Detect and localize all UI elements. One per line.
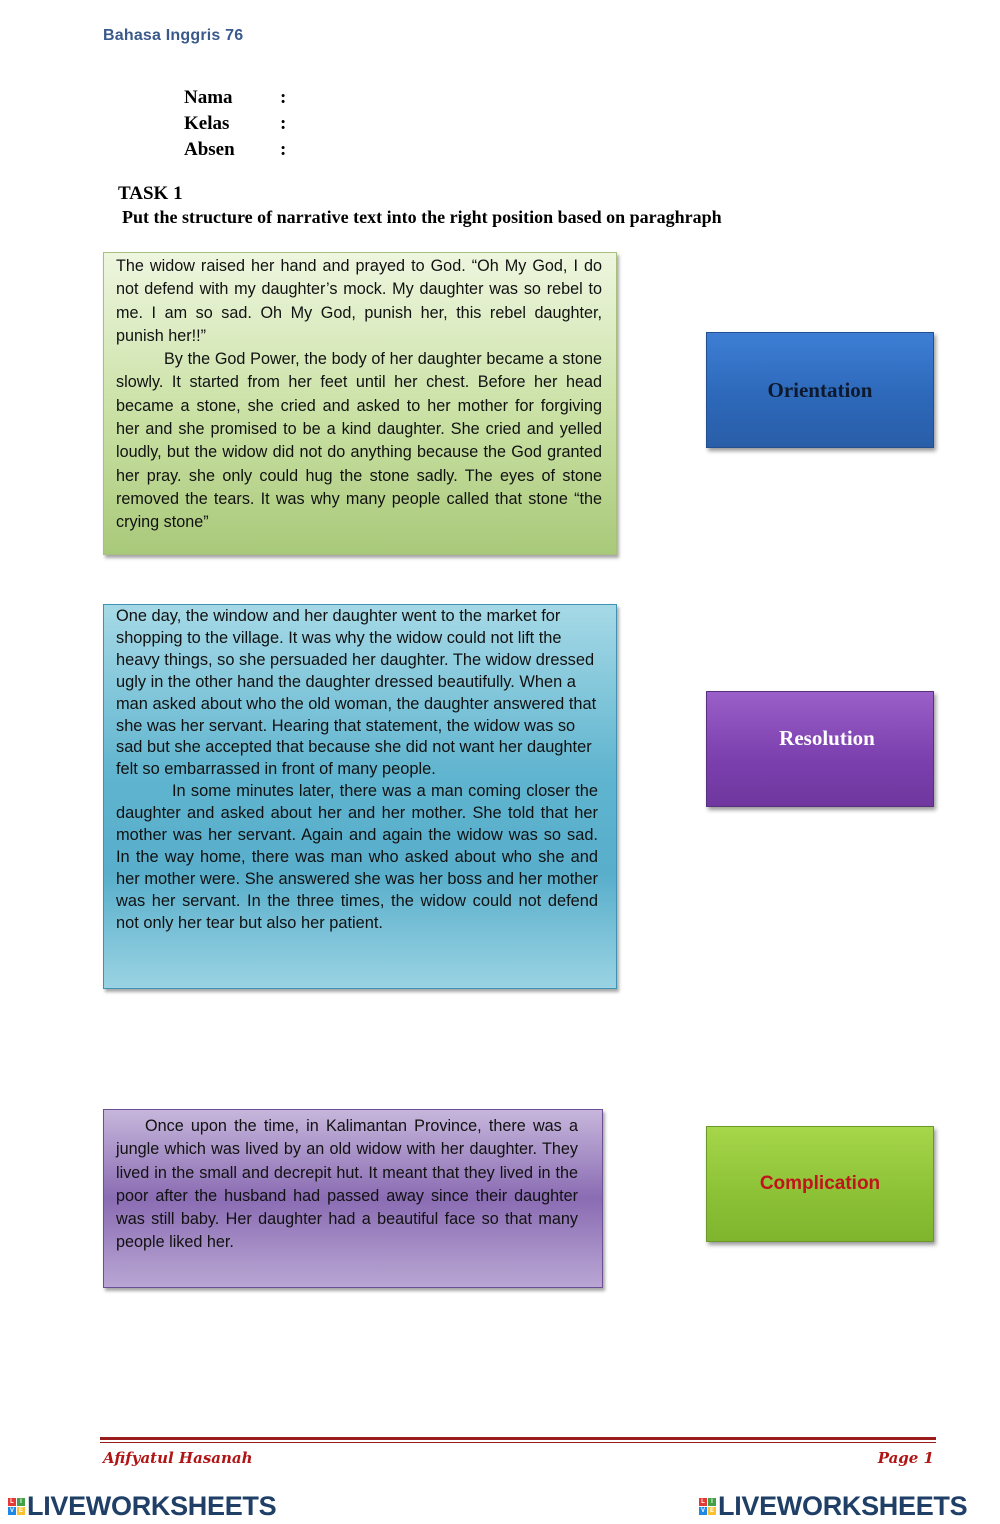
name-label: Nama (184, 87, 233, 108)
resolution-drag-label[interactable]: Resolution (706, 691, 934, 807)
liveworksheets-logo-icon: L I V E (9, 1499, 23, 1514)
green-paragraph-2: By the God Power, the body of her daughter became a stone slowly. It started from her feet until her chest. Before her head became a stone, she cried and asked to her mother for forgiving her and she promised to be a kind daughter. She cried and yelled loudly, but the widow did not do anything because the God granted her pray. she only could hug the stone sadly. The eyes of stone removed the tears. It was why many people called that stone “the crying stone” (116, 350, 602, 532)
attendance-colon: : (280, 139, 287, 160)
task-instruction: Put the structure of narrative text into the right position based on paraghraph (122, 207, 722, 227)
blue-paragraph-2: In some minutes later, there was a man coming closer the daughter and asked about her and her mother. She told that her mother was her servant. Again and again the widow was so sad. In the way home, there was man who asked about who she and her mother were. She answered she was her boss and her mother was her servant. In the three times, the widow could not defend not only her tear but also her patient. (116, 782, 598, 932)
class-row (184, 113, 286, 135)
attendance-row (184, 139, 286, 161)
footer-divider-thin (100, 1442, 936, 1443)
name-row (184, 87, 286, 109)
task-title: TASK 1 (118, 183, 183, 204)
paragraph-box-orientation-text (103, 1109, 603, 1288)
liveworksheets-logo-icon: L I V E (700, 1499, 714, 1514)
attendance-label: Absen (184, 139, 235, 160)
brand-logo-left[interactable] (8, 1491, 276, 1522)
purple-paragraph-1: Once upon the time, in Kalimantan Province, there was a jungle which was lived by an old widow with her daughter. They lived in the small and decrepit hut. It meant that they lived in the poor after the husband had passed away since their daughter was still baby. Her daughter had a beautiful face so that many people liked her. (116, 1117, 578, 1252)
blue-paragraph-1: One day, the window and her daughter went to the market for shopping to the village. It was why the widow could not lift the heavy things, so she persuaded her daughter. The widow dressed ugly in the other hand the daughter dressed beautifully. When a man asked about who the old woman, the daughter answered that she was her servant. Hearing that statement, the widow was so sad but she accepted that because she did not want her daughter felt so embarrassed in front of many people. (116, 607, 597, 779)
name-colon: : (280, 87, 287, 108)
footer-page-number: Page 1 (877, 1449, 934, 1467)
brand-logo-right[interactable] (699, 1491, 967, 1522)
complication-drag-label[interactable]: Complication (706, 1126, 934, 1242)
header-title: Bahasa Inggris 76 (103, 27, 244, 44)
paragraph-box-complication-text (103, 604, 617, 989)
class-label: Kelas (184, 113, 230, 134)
green-paragraph-1: The widow raised her hand and prayed to God. “Oh My God, I do not defend with my daughter’s mock. My daughter was so rebel to me. I am so sad. Oh My God, punish her, this rebel daughter, punish her!!” (116, 257, 602, 345)
brand-text-left: LIVEWORKSHEETS (27, 1491, 277, 1521)
orientation-drag-label[interactable]: Orientation (706, 332, 934, 448)
paragraph-box-resolution-text (103, 252, 617, 555)
footer-author: Afifyatul Hasanah (103, 1449, 253, 1467)
brand-text-right: LIVEWORKSHEETS (718, 1491, 968, 1521)
class-colon: : (280, 113, 287, 134)
footer-divider (100, 1437, 936, 1440)
